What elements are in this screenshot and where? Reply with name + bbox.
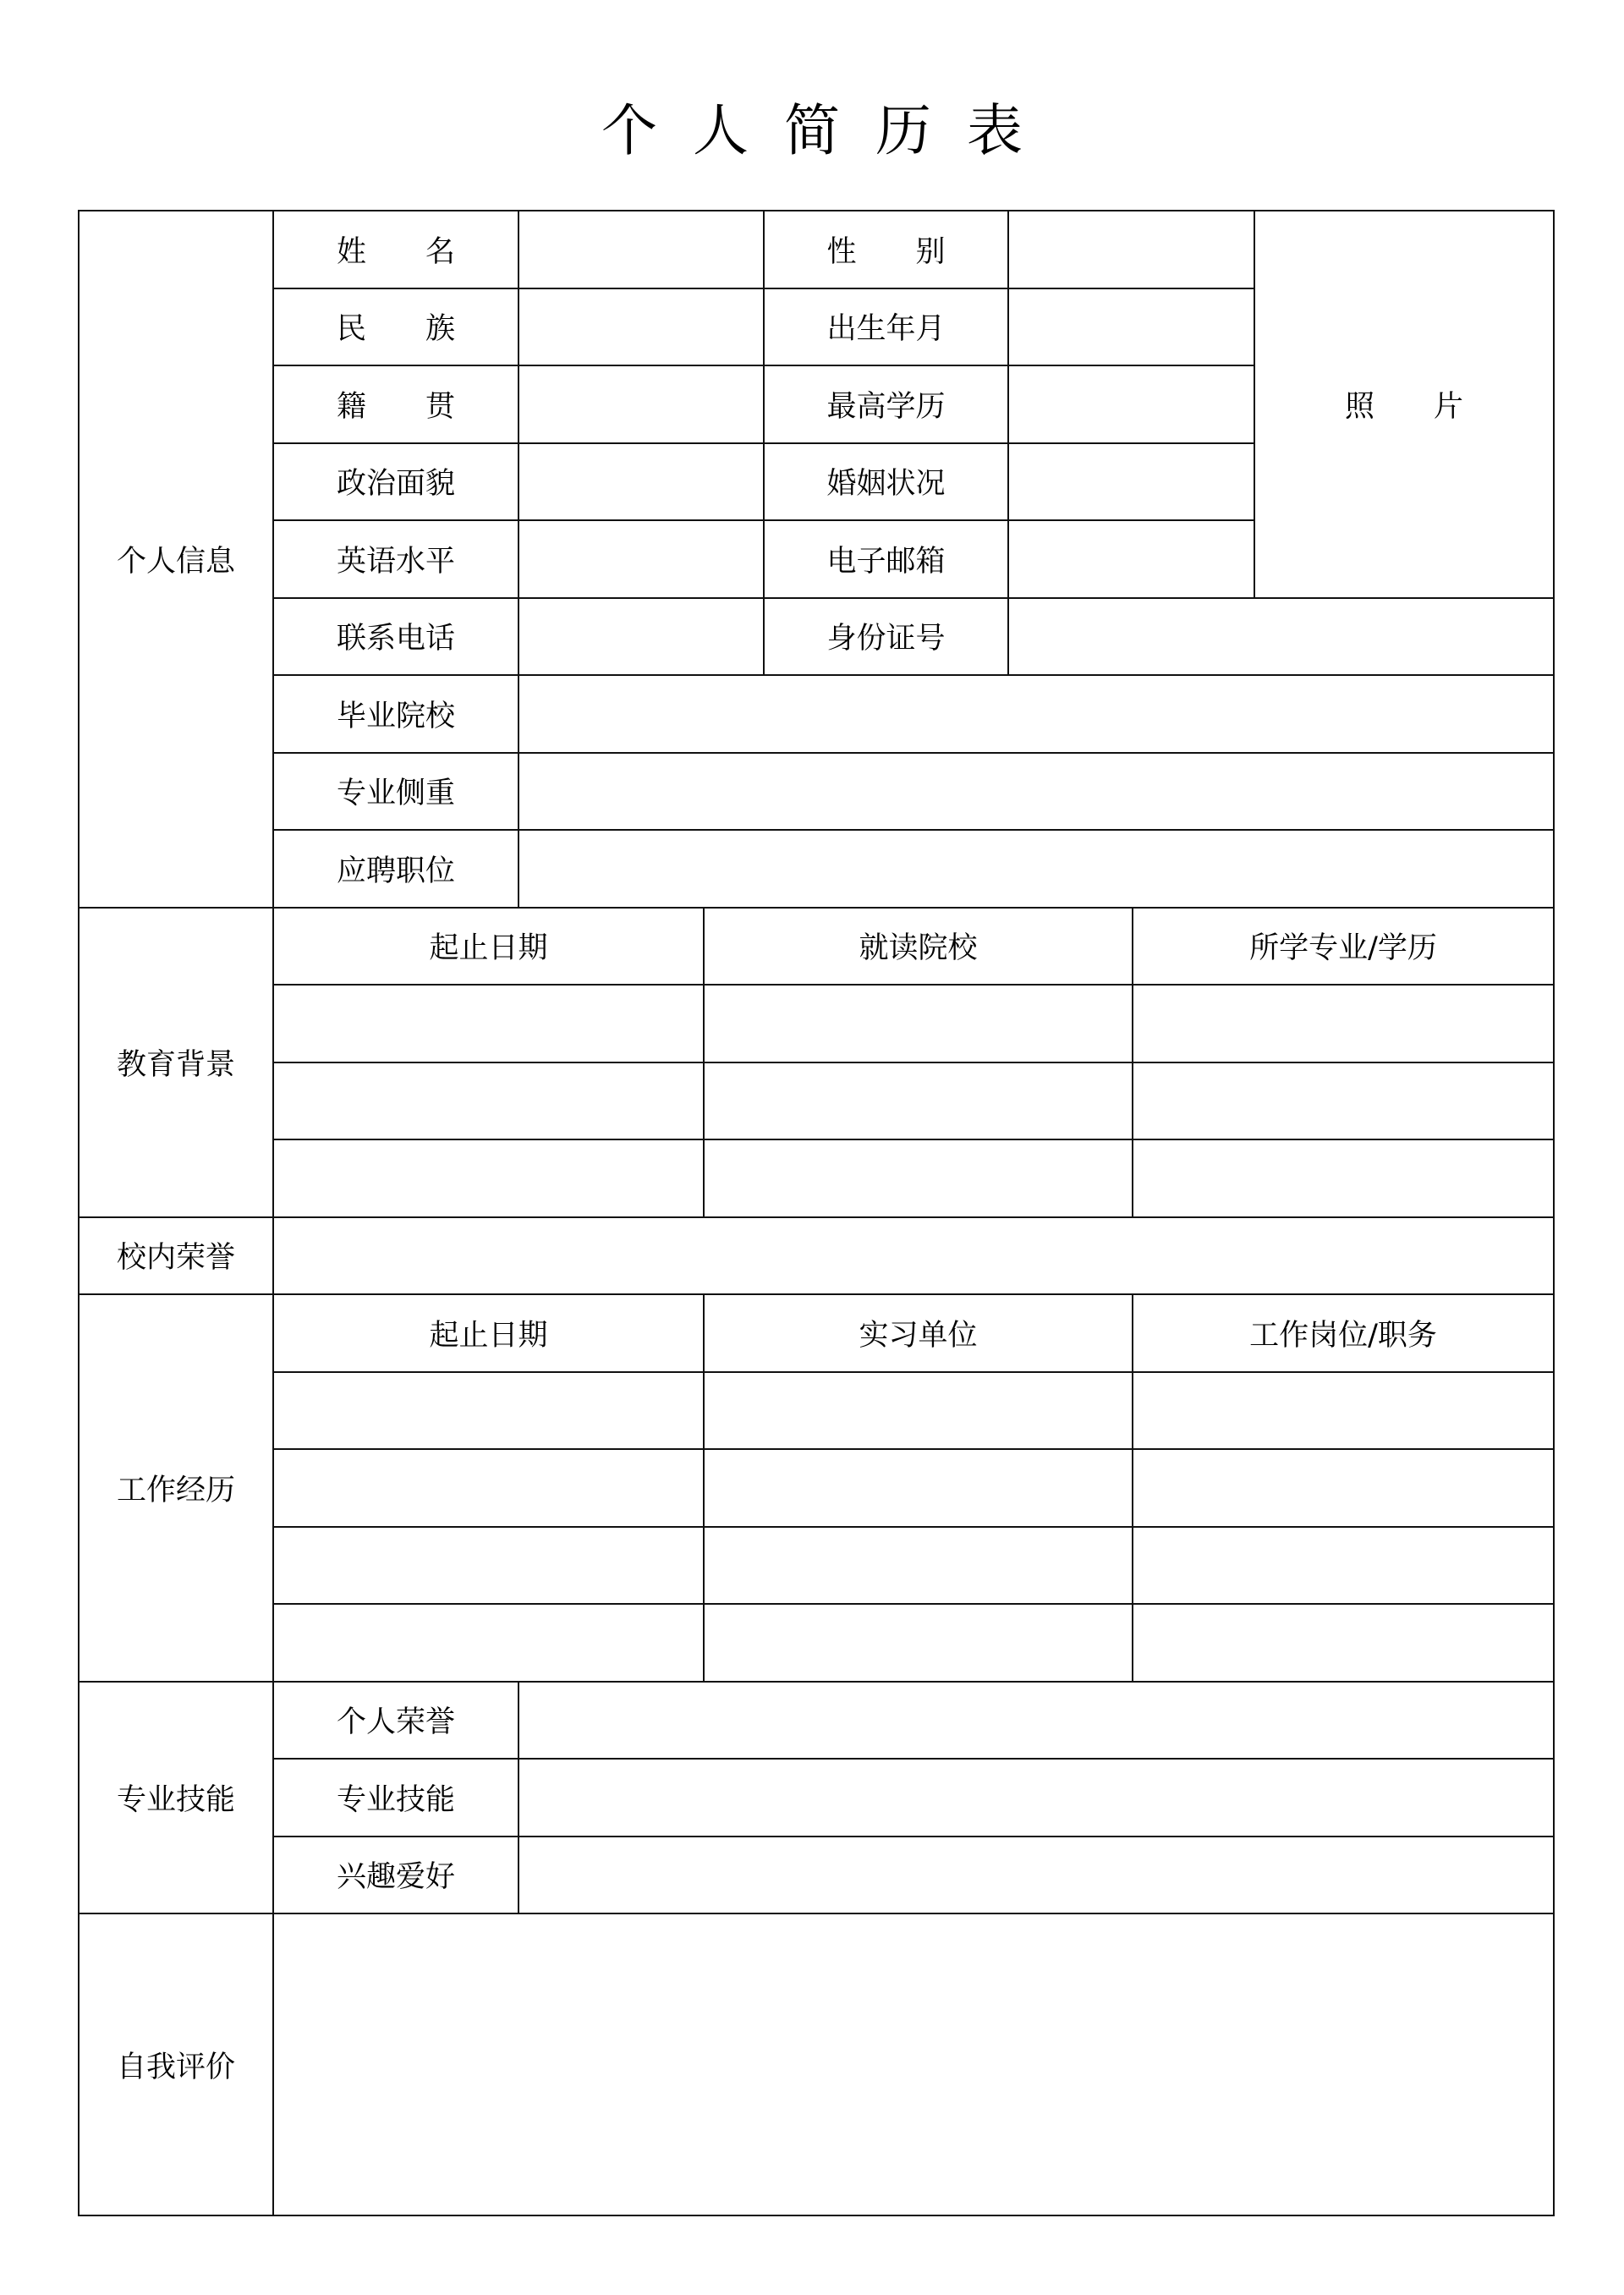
edu-header-school: 就读院校 [705,909,1133,986]
edu-cell[interactable] [1133,1140,1555,1218]
label-ethnicity: 民 族 [274,289,519,367]
label-birth: 出生年月 [765,289,1009,367]
label-english: 英语水平 [274,521,519,599]
gender-field[interactable] [1009,211,1255,289]
work-cell[interactable] [705,1373,1133,1451]
edu-header-dates: 起止日期 [274,909,705,986]
ethnicity-field[interactable] [519,289,765,367]
marital-field[interactable] [1009,444,1255,522]
work-cell[interactable] [1133,1528,1555,1606]
hobbies-field[interactable] [519,1837,1555,1915]
label-phone: 联系电话 [274,599,519,677]
section-self-eval: 自我评价 [80,1914,274,2216]
label-hobbies: 兴趣爱好 [274,1837,519,1915]
edu-cell[interactable] [705,1140,1133,1218]
label-email: 电子邮箱 [765,521,1009,599]
label-name: 姓 名 [274,211,519,289]
label-education: 最高学历 [765,366,1009,444]
skills-field[interactable] [519,1760,1555,1837]
email-field[interactable] [1009,521,1255,599]
edu-cell[interactable] [705,986,1133,1063]
major-focus-field[interactable] [519,754,1555,832]
work-cell[interactable] [274,1450,705,1528]
honors-field[interactable] [274,1218,1555,1296]
native-place-field[interactable] [519,366,765,444]
section-personal-info: 个人信息 [80,211,274,909]
label-skills: 专业技能 [274,1760,519,1837]
id-number-field[interactable] [1009,599,1555,677]
phone-field[interactable] [519,599,765,677]
work-header-role: 工作岗位/职务 [1133,1295,1555,1373]
position-field[interactable] [519,831,1555,909]
section-skills: 专业技能 [80,1683,274,1915]
work-cell[interactable] [705,1528,1133,1606]
edu-header-major: 所学专业/学历 [1133,909,1555,986]
edu-cell[interactable] [274,986,705,1063]
page-title: 个人简历表 [601,98,1058,163]
work-cell[interactable] [1133,1373,1555,1451]
section-education: 教育背景 [80,909,274,1218]
work-cell[interactable] [274,1373,705,1451]
label-school: 毕业院校 [274,676,519,754]
label-marital: 婚姻状况 [765,444,1009,522]
work-cell[interactable] [1133,1450,1555,1528]
school-field[interactable] [519,676,1555,754]
name-field[interactable] [519,211,765,289]
label-id-number: 身份证号 [765,599,1009,677]
edu-cell[interactable] [705,1063,1133,1141]
work-cell[interactable] [274,1605,705,1683]
political-field[interactable] [519,444,765,522]
label-position: 应聘职位 [274,831,519,909]
section-work: 工作经历 [80,1295,274,1683]
work-cell[interactable] [705,1605,1133,1683]
edu-cell[interactable] [1133,1063,1555,1141]
label-personal-honors: 个人荣誉 [274,1683,519,1760]
work-cell[interactable] [705,1450,1133,1528]
label-major-focus: 专业侧重 [274,754,519,832]
personal-honors-field[interactable] [519,1683,1555,1760]
resume-table [78,210,1555,2216]
label-native-place: 籍 贯 [274,366,519,444]
birth-field[interactable] [1009,289,1255,367]
work-header-dates: 起止日期 [274,1295,705,1373]
label-gender: 性 别 [765,211,1009,289]
edu-cell[interactable] [274,1140,705,1218]
photo-box[interactable]: 照 片 [1255,211,1555,599]
edu-cell[interactable] [274,1063,705,1141]
english-field[interactable] [519,521,765,599]
work-cell[interactable] [274,1528,705,1606]
section-honors: 校内荣誉 [80,1218,274,1296]
edu-cell[interactable] [1133,986,1555,1063]
self-eval-field[interactable] [274,1914,1555,2216]
work-cell[interactable] [1133,1605,1555,1683]
label-political: 政治面貌 [274,444,519,522]
education-field[interactable] [1009,366,1255,444]
work-header-company: 实习单位 [705,1295,1133,1373]
